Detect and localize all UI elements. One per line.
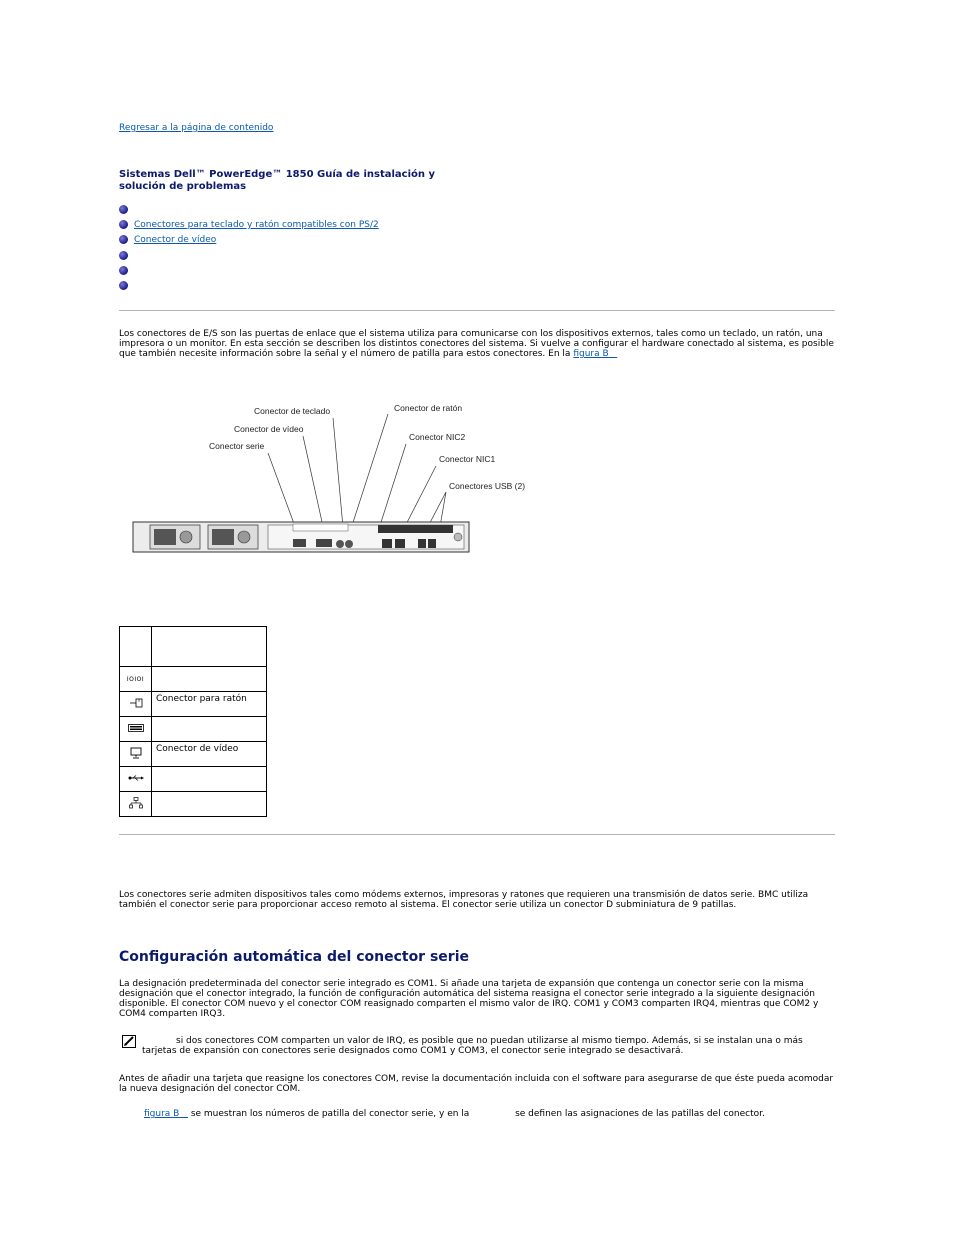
bullet-icon [119,220,128,229]
bullet-icon [119,281,128,290]
pin-text-1: se muestran los números de patilla del conector serie, y en la [190,1109,470,1119]
callout-usb: Conectores USB (2) [449,481,526,491]
usb-icon [120,767,152,792]
callout-nic1: Conector NIC1 [439,454,496,464]
callout-nic2: Conector NIC2 [409,432,466,442]
table-header-cell [120,627,152,667]
callout-keyboard: Conector de teclado [254,406,331,416]
table-row [120,792,267,817]
intro-text: Los conectores de E/S son las puertas de enlace que el sistema utiliza para comunicarse con los dispositivos externos, tales como un teclado, un ratón, una impresora o un monitor. En esta sección se describen los distintos conectores del sistema. Si vuelve a configurar el hardware conectado al sistema, es posible que también necesite información sobre la señal y el número de patilla para estos conectores. En la [119,329,834,359]
toc-link-nic[interactable] [134,265,266,275]
table-link[interactable] [472,1108,512,1117]
ports-icon-table [119,626,267,817]
serial-port-icon: IOIOI [120,667,152,692]
toc-item [119,217,379,232]
table-row [120,692,267,717]
network-icon [120,792,152,817]
callout-serial: Conector serie [209,441,265,451]
auto-config-heading: Configuración automática del conector serie [119,949,469,965]
bullet-icon [119,205,128,214]
figure-b-link[interactable]: figura B [144,1109,180,1119]
serial-section-paragraph: Los conectores serie admiten dispositivos tales como módems externos, impresoras y ratones que requieren una transmisión de datos serie. BMC utiliza también el conector serie para proporcionar acceso remoto al sistema. El conector serie utiliza un conector D subminiatura de 9 patillas. [119,890,809,910]
note-icon [122,1035,136,1048]
toc-item [119,202,379,217]
back-panel-figure [128,398,528,558]
note-line2: tarjetas de expansión con conectores serie designados como COM1 y COM3, el conector serie integrado se desactivará. [142,1046,684,1056]
bullet-icon [119,235,128,244]
callout-mouse: Conector de ratón [394,403,463,413]
row-label [152,717,267,742]
toc-link-cable[interactable] [134,281,256,291]
table-row [120,767,267,792]
row-label [152,667,267,692]
toc-item [119,232,379,247]
table-header-row [120,627,267,667]
callout-video: Conector de vídeo [234,424,304,434]
page-title [119,169,435,193]
table-header-label [152,627,267,667]
back-to-contents-link[interactable]: Regresar a la página de contenido [119,123,274,133]
toc-link-usb[interactable] [134,250,207,260]
divider [119,834,835,835]
toc-link-video[interactable]: Conector de vídeo [134,234,217,245]
toc-link-ps2[interactable]: Conectores para teclado y ratón compatibles con PS/2 [134,219,379,230]
pin-text-2: se definen las asignaciones de las patillas del conector. [515,1109,765,1119]
keyboard-icon [120,717,152,742]
monitor-icon [120,742,152,767]
com-paragraph: Antes de añadir una tarjeta que reasigne los conectores COM, revise la documentación incluida con el software para asegurarse de que éste pueda acomodar la nueva designación del conector COM. [119,1074,834,1094]
page-title-line1: Sistemas Dell™ PowerEdge™ 1850 Guía de instalación y [119,169,435,180]
note-line1: si dos conectores COM comparten un valor de IRQ, es posible que no puedan utilizarse al mismo tiempo. Además, si se instalan una o más [176,1036,803,1046]
row-label: Conector para ratón [152,692,267,717]
auto-config-paragraph: La designación predeterminada del conector serie integrado es COM1. Si añade una tarjeta de expansión que contenga un conector serie con la misma designación que el conector integrado, la función de configuración automática del sistema reasigna el conector serie integrado a la siguiente designación disponible. El conector COM nuevo y el conector COM reasignado comparten el mismo valor de IRQ. COM1 y COM3 comparten IRQ4, mientras que COM2 y COM4 comparten IRQ3. [119,979,819,1019]
table-row [120,667,267,692]
divider [119,310,835,311]
bullet-icon [119,266,128,275]
figure-caption-link[interactable] [144,578,185,588]
row-label [152,792,267,817]
pin-reference-line [144,1108,834,1119]
row-label: Conector de vídeo [152,742,267,767]
intro-paragraph [119,329,835,359]
toc-link-serial[interactable] [134,205,200,215]
mouse-icon [120,692,152,717]
section-toc [119,202,379,293]
page-title-line2: solución de problemas [119,181,247,192]
toc-item [119,263,379,278]
table-row [120,717,267,742]
row-label [152,767,267,792]
figure-link[interactable]: figura B [573,349,609,359]
toc-item [119,248,379,263]
toc-item [119,278,379,293]
table-row [120,742,267,767]
bullet-icon [119,251,128,260]
